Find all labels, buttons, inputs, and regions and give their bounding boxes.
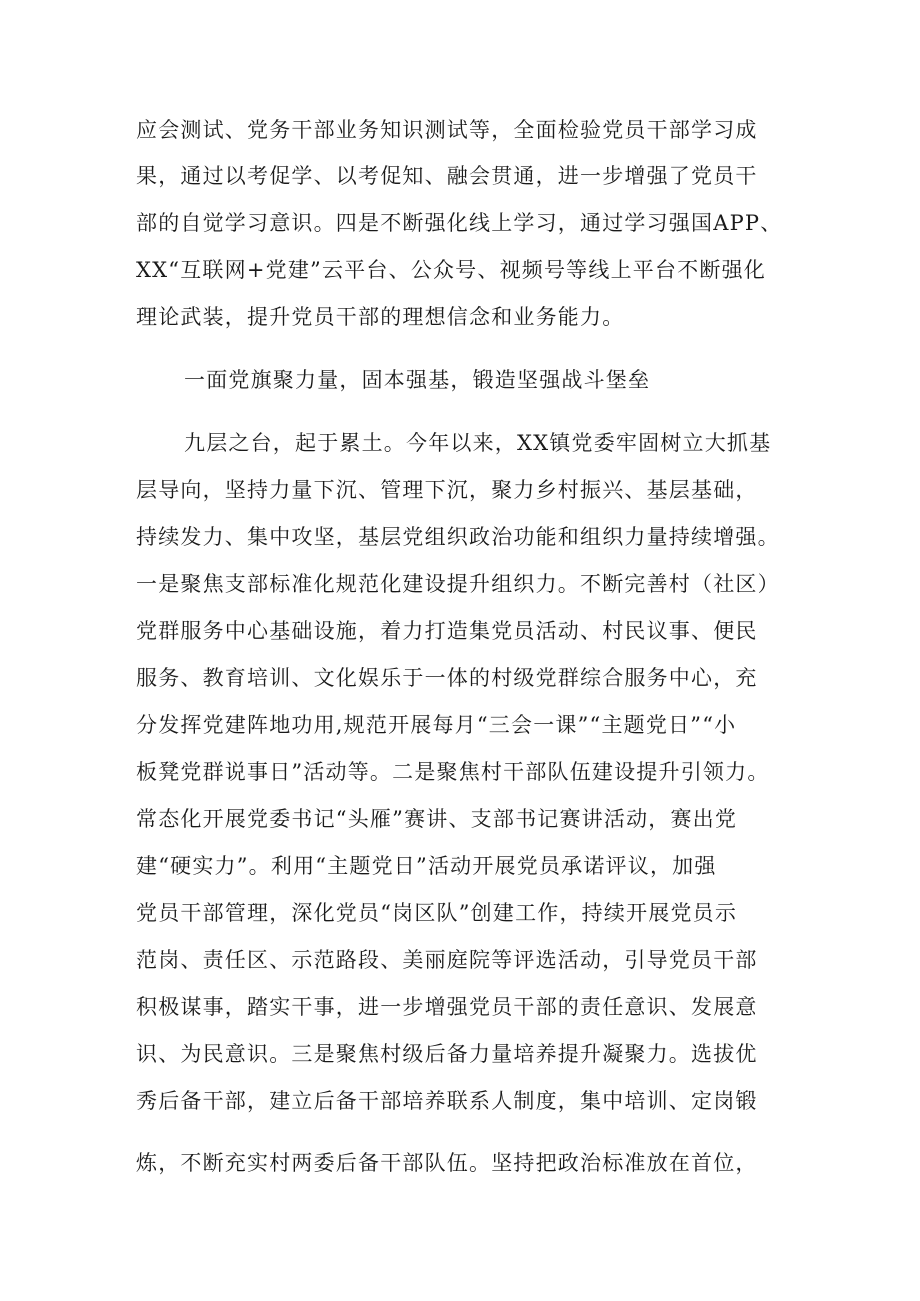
- paragraph-line: 积极谋事，踏实干事，进一步增强党员干部的责任意识、发展意: [136, 995, 758, 1019]
- paragraph-line: 理论武装，提升党员干部的理想信念和业务能力。: [136, 305, 625, 329]
- document-body: [136, 0, 796, 1301]
- paragraph-line: 层导向，坚持力量下沉、管理下沉，聚力乡村振兴、基层基础，: [136, 478, 758, 502]
- paragraph-line: 党群服务中心基础设施，着力打造集党员活动、村民议事、便民: [136, 619, 758, 643]
- paragraph-line: 范岗、责任区、示范路段、美丽庭院等评选活动，引导党员干部: [136, 948, 758, 972]
- paragraph-line: 持续发力、集中攻坚，基层党组织政治功能和组织力量持续增强。: [136, 525, 780, 549]
- paragraph-line: 服务、教育培训、文化娱乐于一体的村级党群综合服务中心，充: [136, 666, 758, 690]
- paragraph-line: 党员干部管理，深化党员“岗区队”创建工作，持续开展党员示: [136, 901, 738, 925]
- paragraph-line: 炼，不断充实村两委后备干部队伍。坚持把政治标准放在首位，: [136, 1151, 758, 1175]
- paragraph-line: 部的自觉学习意识。四是不断强化线上学习，通过学习强国APP、: [136, 211, 783, 235]
- paragraph-line: XX“互联网+党建”云平台、公众号、视频号等线上平台不断强化: [136, 258, 766, 282]
- paragraph-line: 识、为民意识。三是聚焦村级后备力量培养提升凝聚力。选拔优: [136, 1042, 758, 1066]
- paragraph-line: 果，通过以考促学、以考促知、融会贯通，进一步增强了党员干: [136, 164, 758, 188]
- section-heading: 一面党旗聚力量，固本强基，锻造坚强战斗堡垒: [184, 368, 651, 392]
- paragraph-line: 应会测试、党务干部业务知识测试等，全面检验党员干部学习成: [136, 118, 758, 142]
- paragraph-line: 建“硬实力”。利用“主题党日”活动开展党员承诺评议，加强: [136, 854, 717, 878]
- paragraph-line: 一是聚焦支部标准化规范化建设提升组织力。不断完善村（社区）: [136, 572, 780, 596]
- paragraph-line: 分发挥党建阵地功用,规范开展每月“三会一课”“主题党日”“小: [136, 713, 737, 737]
- paragraph-line: 常态化开展党委书记“头雁”赛讲、支部书记赛讲活动，赛出党: [136, 807, 738, 831]
- paragraph-line: 板凳党群说事日”活动等。二是聚焦村干部队伍建设提升引领力。: [136, 760, 770, 784]
- paragraph-line: 九层之台，起于累土。今年以来，XX镇党委牢固树立大抓基: [184, 431, 772, 455]
- paragraph-line: 秀后备干部，建立后备干部培养联系人制度，集中培训、定岗锻: [136, 1089, 758, 1113]
